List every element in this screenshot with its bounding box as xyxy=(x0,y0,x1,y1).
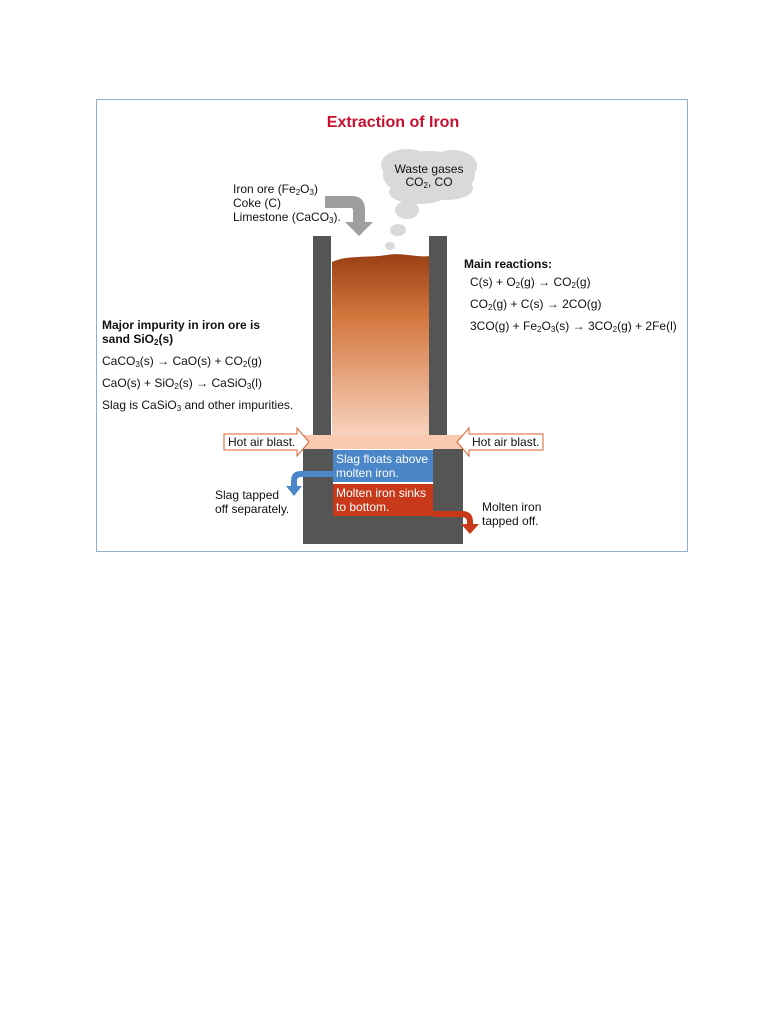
reaction-3: $3CO(g) + Fe_2O_3(s) \to 3CO_2(g) + 2Fe(l)$ xyxy=(470,319,677,334)
gas-puff xyxy=(395,201,419,219)
reaction-1: $C(s) + O_2(g) \to CO_2(g)$ xyxy=(470,275,591,290)
impurity-heading-1: Major impurity in iron ore is xyxy=(102,318,261,332)
waste-gases-label: Waste gases $CO_2$, CO xyxy=(394,162,464,190)
hot-air-band xyxy=(303,435,463,449)
slag-note: Slag is CaSiO$_3$ and other impurities. xyxy=(102,398,294,413)
furnace-base xyxy=(303,516,463,544)
reaction-2: $CO_2(g) + C(s) \to 2CO(g)$ xyxy=(470,297,602,312)
impurity-reaction-2: CaO(s) + SiO$_2$(s) → CaSiO$_3$(l) xyxy=(102,376,262,391)
iron-tapped-label: Molten iron tapped off. xyxy=(482,500,542,528)
hot-air-blast-right-label: Hot air blast. xyxy=(472,435,540,449)
figure-frame xyxy=(96,99,688,552)
gas-puff xyxy=(385,242,395,250)
furnace-charge xyxy=(332,254,429,435)
impurity-reaction-1: CaCO$_3$(s) → $CaO(s) + CO_2(g)$ xyxy=(102,354,262,369)
diagram-title: Extraction of Iron xyxy=(326,114,460,131)
slag-box-label: Slag floats above molten iron. xyxy=(336,452,429,480)
gas-puff xyxy=(390,224,406,236)
impurity-notes xyxy=(102,318,293,412)
hot-air-blast-left-label: Hot air blast. xyxy=(228,435,296,449)
main-reactions xyxy=(464,257,677,333)
main-reactions-heading: Main reactions: xyxy=(464,257,553,271)
furnace-wall-right xyxy=(429,236,463,544)
slag-tapped-label: Slag tapped off separately. xyxy=(215,488,290,516)
inputs-label: Iron ore $(Fe_2O_3)$ Coke (C) Limestone (CaCO$_3$). xyxy=(233,182,341,225)
impurity-heading-2: sand SiO$_2$(s) xyxy=(102,332,174,347)
furnace-wall-left xyxy=(303,236,333,544)
molten-iron-box-label: Molten iron sinks to bottom. xyxy=(336,486,427,514)
